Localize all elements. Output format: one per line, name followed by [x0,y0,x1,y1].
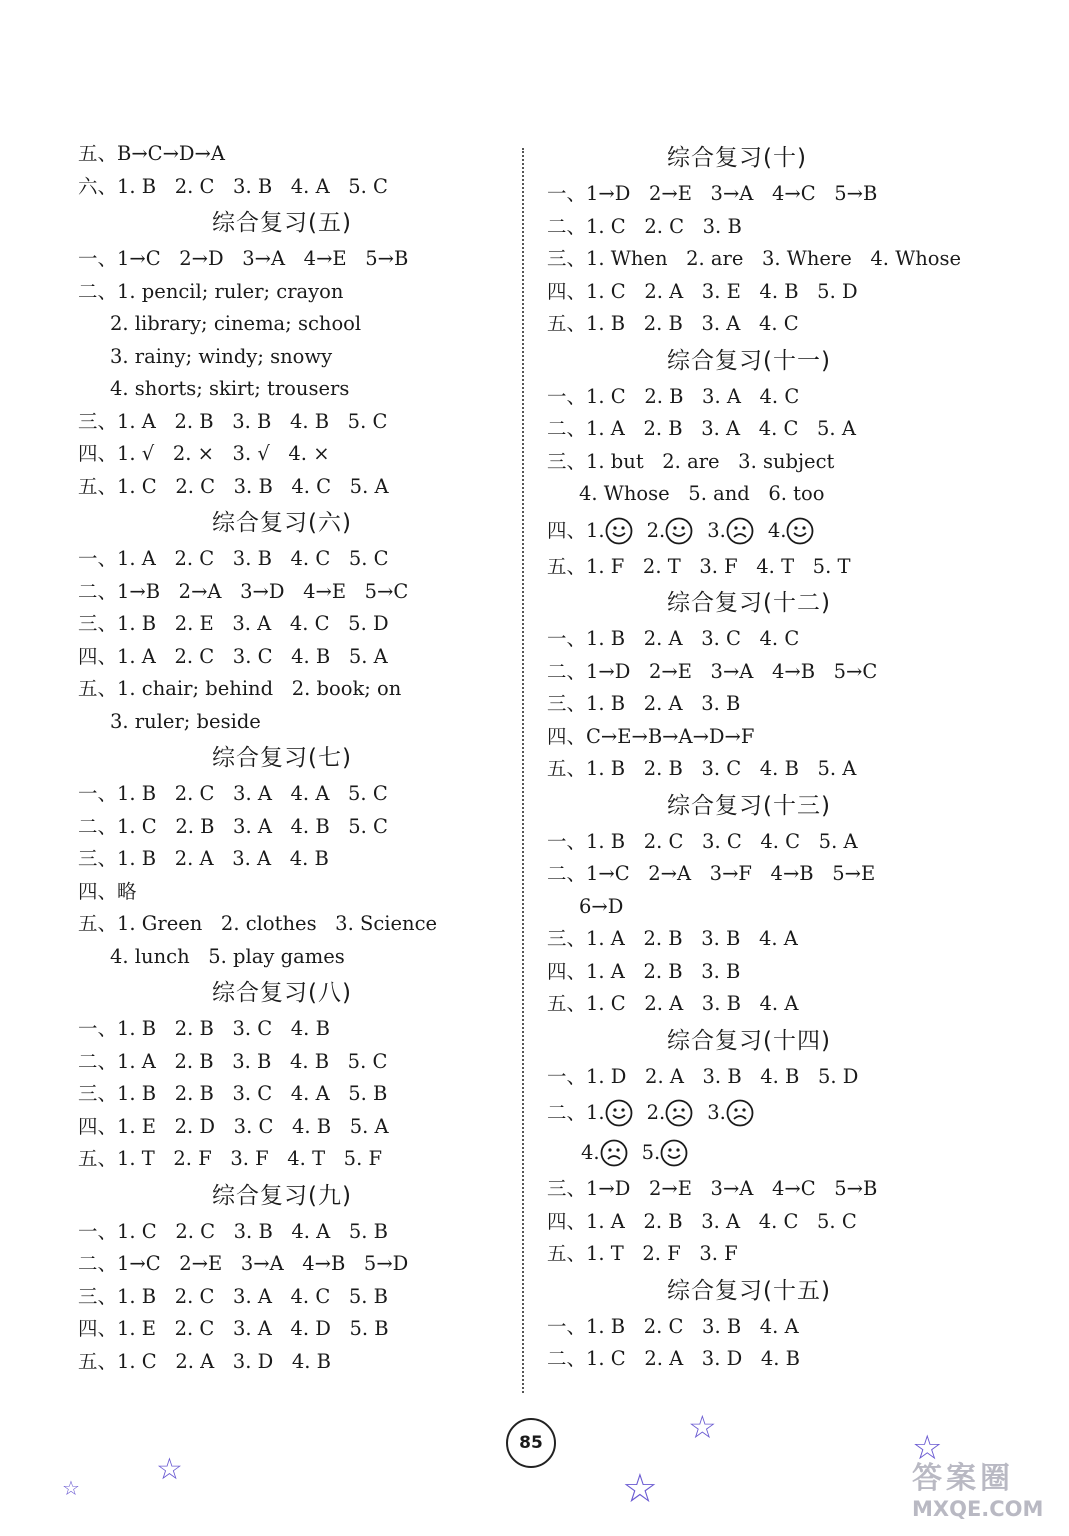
answer-line: 二、1→C 2→E 3→A 4→B 5→D [78,1252,409,1275]
star-icon: ☆ [622,1466,658,1512]
answer-line: 一、1. B 2. C 3. A 4. A 5. C [78,782,388,805]
item-label: 4. [581,1141,600,1164]
answer-line: 一、1. B 2. B 3. C 4. B [78,1017,330,1040]
answer-line: 四、1. A 2. B 3. A 4. C 5. C [547,1209,857,1233]
answer-line: 五、B→C→D→A [78,142,225,165]
smiley-face-icon [660,1139,688,1167]
section-title: 综合复习(十四) [667,1027,831,1054]
section-title: 综合复习(七) [212,745,352,771]
answer-line: 三、1. B 2. A 3. B [547,692,741,715]
answer-line: 二、1. A 2. B 3. B 4. B 5. C [78,1049,388,1073]
answer-line: 四、1. √ 2. × 3. √ 4. × [78,442,330,465]
watermark-en: MXQE.COM [912,1497,1044,1521]
answer-line: 一、1. B 2. C 3. C 4. C 5. A [547,829,858,853]
answer-line: 五、1. F 2. T 3. F 4. T 5. T [547,554,851,578]
answer-line-faces [547,1093,987,1133]
page-number: 85 [506,1418,556,1468]
sad-face-icon [665,1099,693,1127]
section-title: 综合复习(十五) [667,1277,831,1304]
star-icon: ☆ [912,1428,943,1468]
answer-line: 3. rainy; windy; snowy [110,344,333,368]
section-title: 综合复习(十一) [667,347,831,374]
answer-line: 三、1. B 2. C 3. A 4. C 5. B [78,1284,388,1308]
answer-line: 三、1→D 2→E 3→A 4→C 5→B [547,1177,878,1200]
section-title: 综合复习(十) [667,145,807,171]
answer-line: 二、1→C 2→A 3→F 4→B 5→E [547,862,876,885]
smiley-face-icon [605,517,633,545]
answer-line: 四、1. C 2. A 3. E 4. B 5. D [547,279,858,303]
answer-line: 一、1. B 2. C 3. B 4. A [547,1314,799,1338]
watermark-cn: 答案圈 [912,1461,1014,1496]
answer-line: 六、1. B 2. C 3. B 4. A 5. C [78,174,388,198]
answer-line: 二、1. C 2. A 3. D 4. B [547,1347,800,1370]
answer-line: 三、1. When 2. are 3. Where 4. Whose [547,247,962,270]
answer-line: 二、1. C 2. C 3. B [547,214,742,238]
answer-line: 二、1. pencil; ruler; crayon [78,279,344,303]
answer-line: 一、1. B 2. A 3. C 4. C [547,627,800,650]
answer-line: 五、1. B 2. B 3. C 4. B 5. A [547,757,857,780]
question-number: 二、 [547,1101,587,1124]
answer-line: 四、1. A 2. B 3. B [547,959,741,983]
answer-line: 一、1. C 2. B 3. A 4. C [547,384,800,408]
section-title: 综合复习(十三) [667,792,831,819]
answer-line: 四、略 [78,879,137,903]
answer-line: 三、1. B 2. E 3. A 4. C 5. D [78,612,389,635]
answer-line: 五、1. Green 2. clothes 3. Science [78,912,438,935]
item-label: 3. [707,1101,726,1124]
answer-line: 三、1. A 2. B 3. B 4. B 5. C [78,409,388,433]
answer-line: 五、1. T 2. F 3. F [547,1242,738,1265]
answer-line: 四、1. E 2. C 3. A 4. D 5. B [78,1317,389,1340]
watermark [912,1462,1062,1522]
smiley-face-icon [605,1099,633,1127]
answer-line: 三、1. B 2. B 3. C 4. A 5. B [78,1082,388,1105]
answer-line: 4. shorts; skirt; trousers [110,377,350,400]
item-label: 1. [586,518,605,542]
answer-line: 一、1→C 2→D 3→A 4→E 5→B [78,247,409,270]
item-label: 3. [707,518,726,542]
answer-line: 五、1. T 2. F 3. F 4. T 5. F [78,1147,383,1170]
sad-face-icon [600,1139,628,1167]
section-title: 综合复习(六) [212,510,352,536]
answer-line: 五、1. C 2. A 3. D 4. B [78,1349,331,1373]
right-answer-column [547,138,987,1376]
answer-line: 一、1. C 2. C 3. B 4. A 5. B [78,1219,388,1243]
answer-line: 五、1. chair; behind 2. book; on [78,677,402,700]
column-divider [522,148,524,1393]
answer-line: 五、1. B 2. B 3. A 4. C [547,312,799,335]
answer-line: 4. lunch 5. play games [110,944,345,968]
sad-face-icon [726,517,754,545]
answer-line: 二、1. C 2. B 3. A 4. B 5. C [78,814,388,838]
star-icon: ☆ [62,1476,80,1500]
smiley-face-icon [665,517,693,545]
item-label: 2. [646,1101,666,1124]
item-label: 5. [641,1141,661,1164]
answer-line: 四、1. E 2. D 3. C 4. B 5. A [78,1114,389,1138]
section-title: 综合复习(九) [212,1182,352,1209]
star-icon: ☆ [688,1408,717,1446]
answer-line: 二、1→B 2→A 3→D 4→E 5→C [78,579,409,603]
smiley-face-icon [786,517,814,545]
left-answer-column [78,138,508,1378]
section-title: 综合复习(五) [212,210,352,236]
question-number: 四、 [547,518,587,542]
answer-line: 五、1. C 2. C 3. B 4. C 5. A [78,474,389,498]
answer-line: 三、1. A 2. B 3. B 4. A [547,927,798,950]
answer-line: 一、1→D 2→E 3→A 4→C 5→B [547,182,878,205]
answer-line: 五、1. C 2. A 3. B 4. A [547,992,799,1015]
answer-line: 一、1. A 2. C 3. B 4. C 5. C [78,547,389,570]
star-icon: ☆ [156,1452,183,1487]
answer-line: 四、1. A 2. C 3. C 4. B 5. A [78,644,388,668]
answer-line-faces [547,1133,987,1173]
section-title: 综合复习(八) [212,980,352,1006]
item-label: 1. [586,1101,605,1124]
answer-line: 一、1. D 2. A 3. B 4. B 5. D [547,1064,859,1088]
item-label: 2. [646,518,666,542]
answer-line-faces [547,511,987,551]
section-title: 综合复习(十二) [667,590,831,616]
answer-line: 3. ruler; beside [110,709,261,733]
answer-line: 6→D [579,894,624,918]
answer-line: 三、1. B 2. A 3. A 4. B [78,847,329,870]
item-label: 4. [767,518,787,542]
answer-line: 三、1. but 2. are 3. subject [547,449,835,473]
answer-line: 四、C→E→B→A→D→F [547,724,755,748]
sad-face-icon [726,1099,754,1127]
answer-line: 2. library; cinema; school [110,312,362,335]
answer-line: 4. Whose 5. and 6. too [579,482,825,505]
answer-line: 二、1→D 2→E 3→A 4→B 5→C [547,659,878,683]
answer-line: 二、1. A 2. B 3. A 4. C 5. A [547,417,856,440]
